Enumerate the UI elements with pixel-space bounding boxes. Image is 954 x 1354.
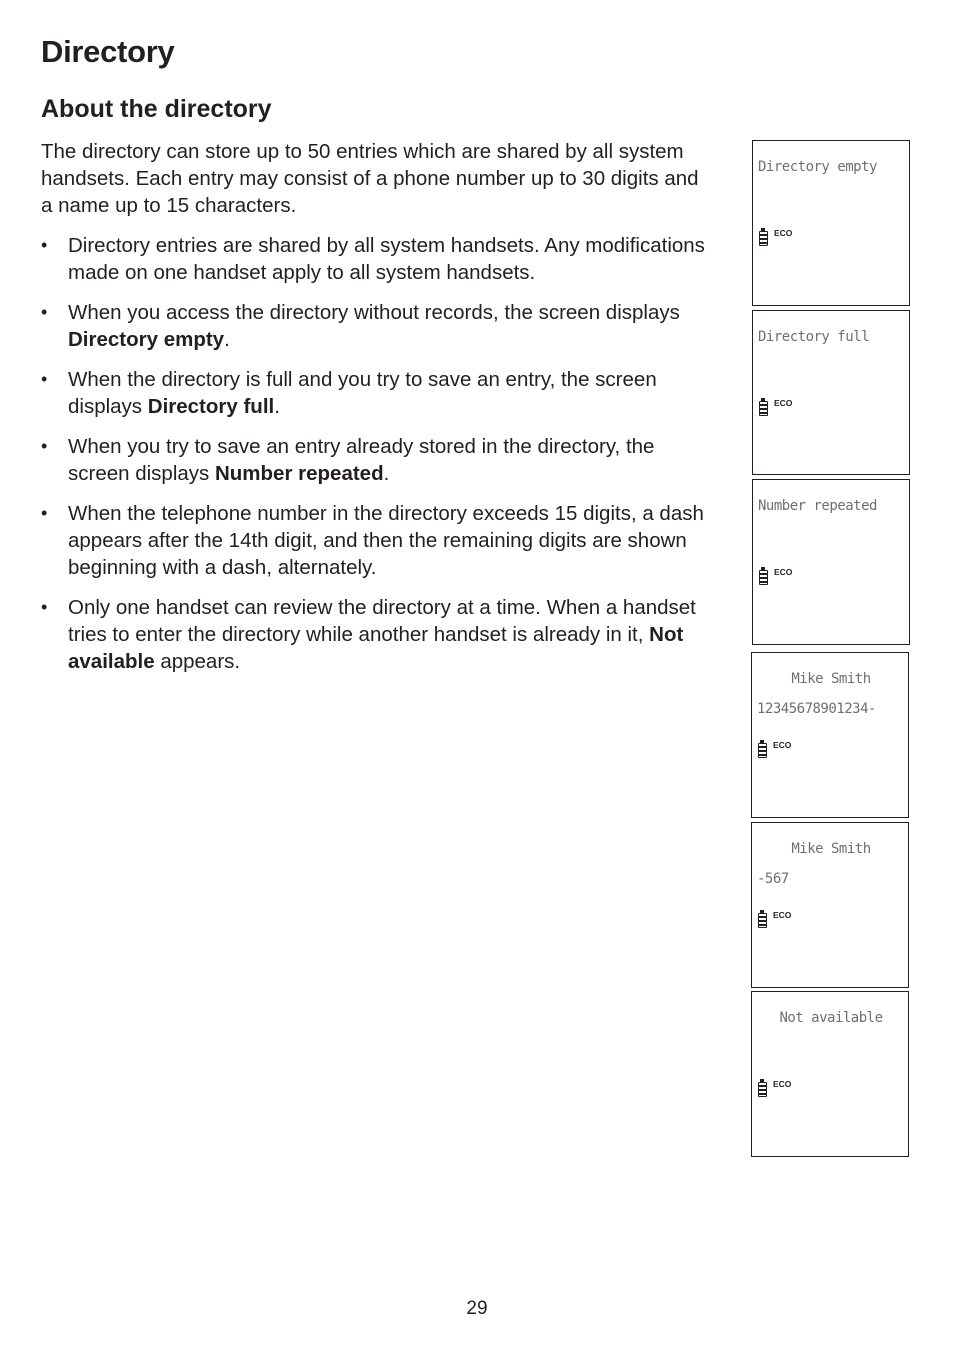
- handset-screen-not-available: [751, 991, 909, 1157]
- bullet-item: [41, 500, 711, 581]
- eco-indicator: ECO: [774, 398, 793, 408]
- bullet-text: Only one handset can review the directory at a time. When a handset tries to enter the directory while another handset is already in it,: [68, 596, 696, 646]
- eco-indicator: ECO: [774, 567, 793, 577]
- bullet-item: [41, 594, 711, 675]
- intro-paragraph: The directory can store up to 50 entries which are shared by all system handsets. Each entry may consist of a phone number up to 30 digits and a name up to 15 characters.: [41, 140, 699, 217]
- screen-text: Not available: [779, 1010, 883, 1026]
- battery-icon: [758, 743, 767, 758]
- battery-icon: [759, 401, 768, 416]
- battery-icon: [759, 570, 768, 585]
- handset-screen-long-number-part1: [751, 652, 909, 818]
- screen-text: Number repeated: [758, 498, 877, 514]
- bullet-item: [41, 366, 711, 420]
- eco-indicator: ECO: [773, 740, 792, 750]
- handset-screen-directory-empty: [752, 140, 910, 306]
- bullet-item: [41, 433, 711, 487]
- screen-number-text: -567: [757, 871, 789, 887]
- handset-screen-directory-full: [752, 310, 910, 475]
- screen-text: Directory full: [758, 329, 870, 345]
- battery-icon: [758, 913, 767, 928]
- bullet-text-end: .: [274, 395, 280, 418]
- bullet-bold-text: Directory empty: [68, 328, 225, 351]
- bullet-text: Directory entries are shared by all system handsets. Any modifications made on one handset apply to all system handsets.: [68, 234, 705, 284]
- bullet-list: [41, 232, 711, 688]
- screen-name-text: Mike Smith: [791, 671, 871, 687]
- page-title: Directory: [41, 34, 175, 69]
- bullet-text-end: appears.: [154, 650, 241, 673]
- bullet-text: When the telephone number in the directory exceeds 15 digits, a dash appears after the 14th digit, and then the remaining digits are shown beginning with a dash, alternately.: [68, 502, 704, 579]
- section-title: About the directory: [41, 95, 272, 123]
- screen-number-text: 12345678901234-: [757, 701, 876, 717]
- page-number: 29: [466, 1298, 488, 1319]
- bullet-text-end: .: [224, 328, 230, 351]
- bullet-bold-text: Directory full: [147, 395, 275, 418]
- bullet-item: [41, 299, 711, 353]
- screen-name-text: Mike Smith: [791, 841, 871, 857]
- battery-icon: [759, 231, 768, 246]
- bullet-text-end: .: [383, 462, 390, 485]
- bullet-bold-text: Number repeated: [214, 462, 384, 485]
- eco-indicator: ECO: [774, 228, 793, 238]
- screen-text: Directory empty: [758, 159, 877, 175]
- bullet-text: When you try to save an entry already stored in the directory, the screen displays: [68, 435, 655, 485]
- eco-indicator: ECO: [773, 910, 792, 920]
- bullet-item: [41, 232, 711, 286]
- eco-indicator: ECO: [773, 1079, 792, 1089]
- bullet-bold-text: Not available: [68, 623, 684, 673]
- battery-icon: [758, 1082, 767, 1097]
- handset-screen-long-number-part2: [751, 822, 909, 988]
- bullet-text: When you access the directory without records, the screen displays: [68, 301, 680, 324]
- bullet-text: When the directory is full and you try to save an entry, the screen displays: [68, 368, 657, 418]
- handset-screen-number-repeated: [752, 479, 910, 645]
